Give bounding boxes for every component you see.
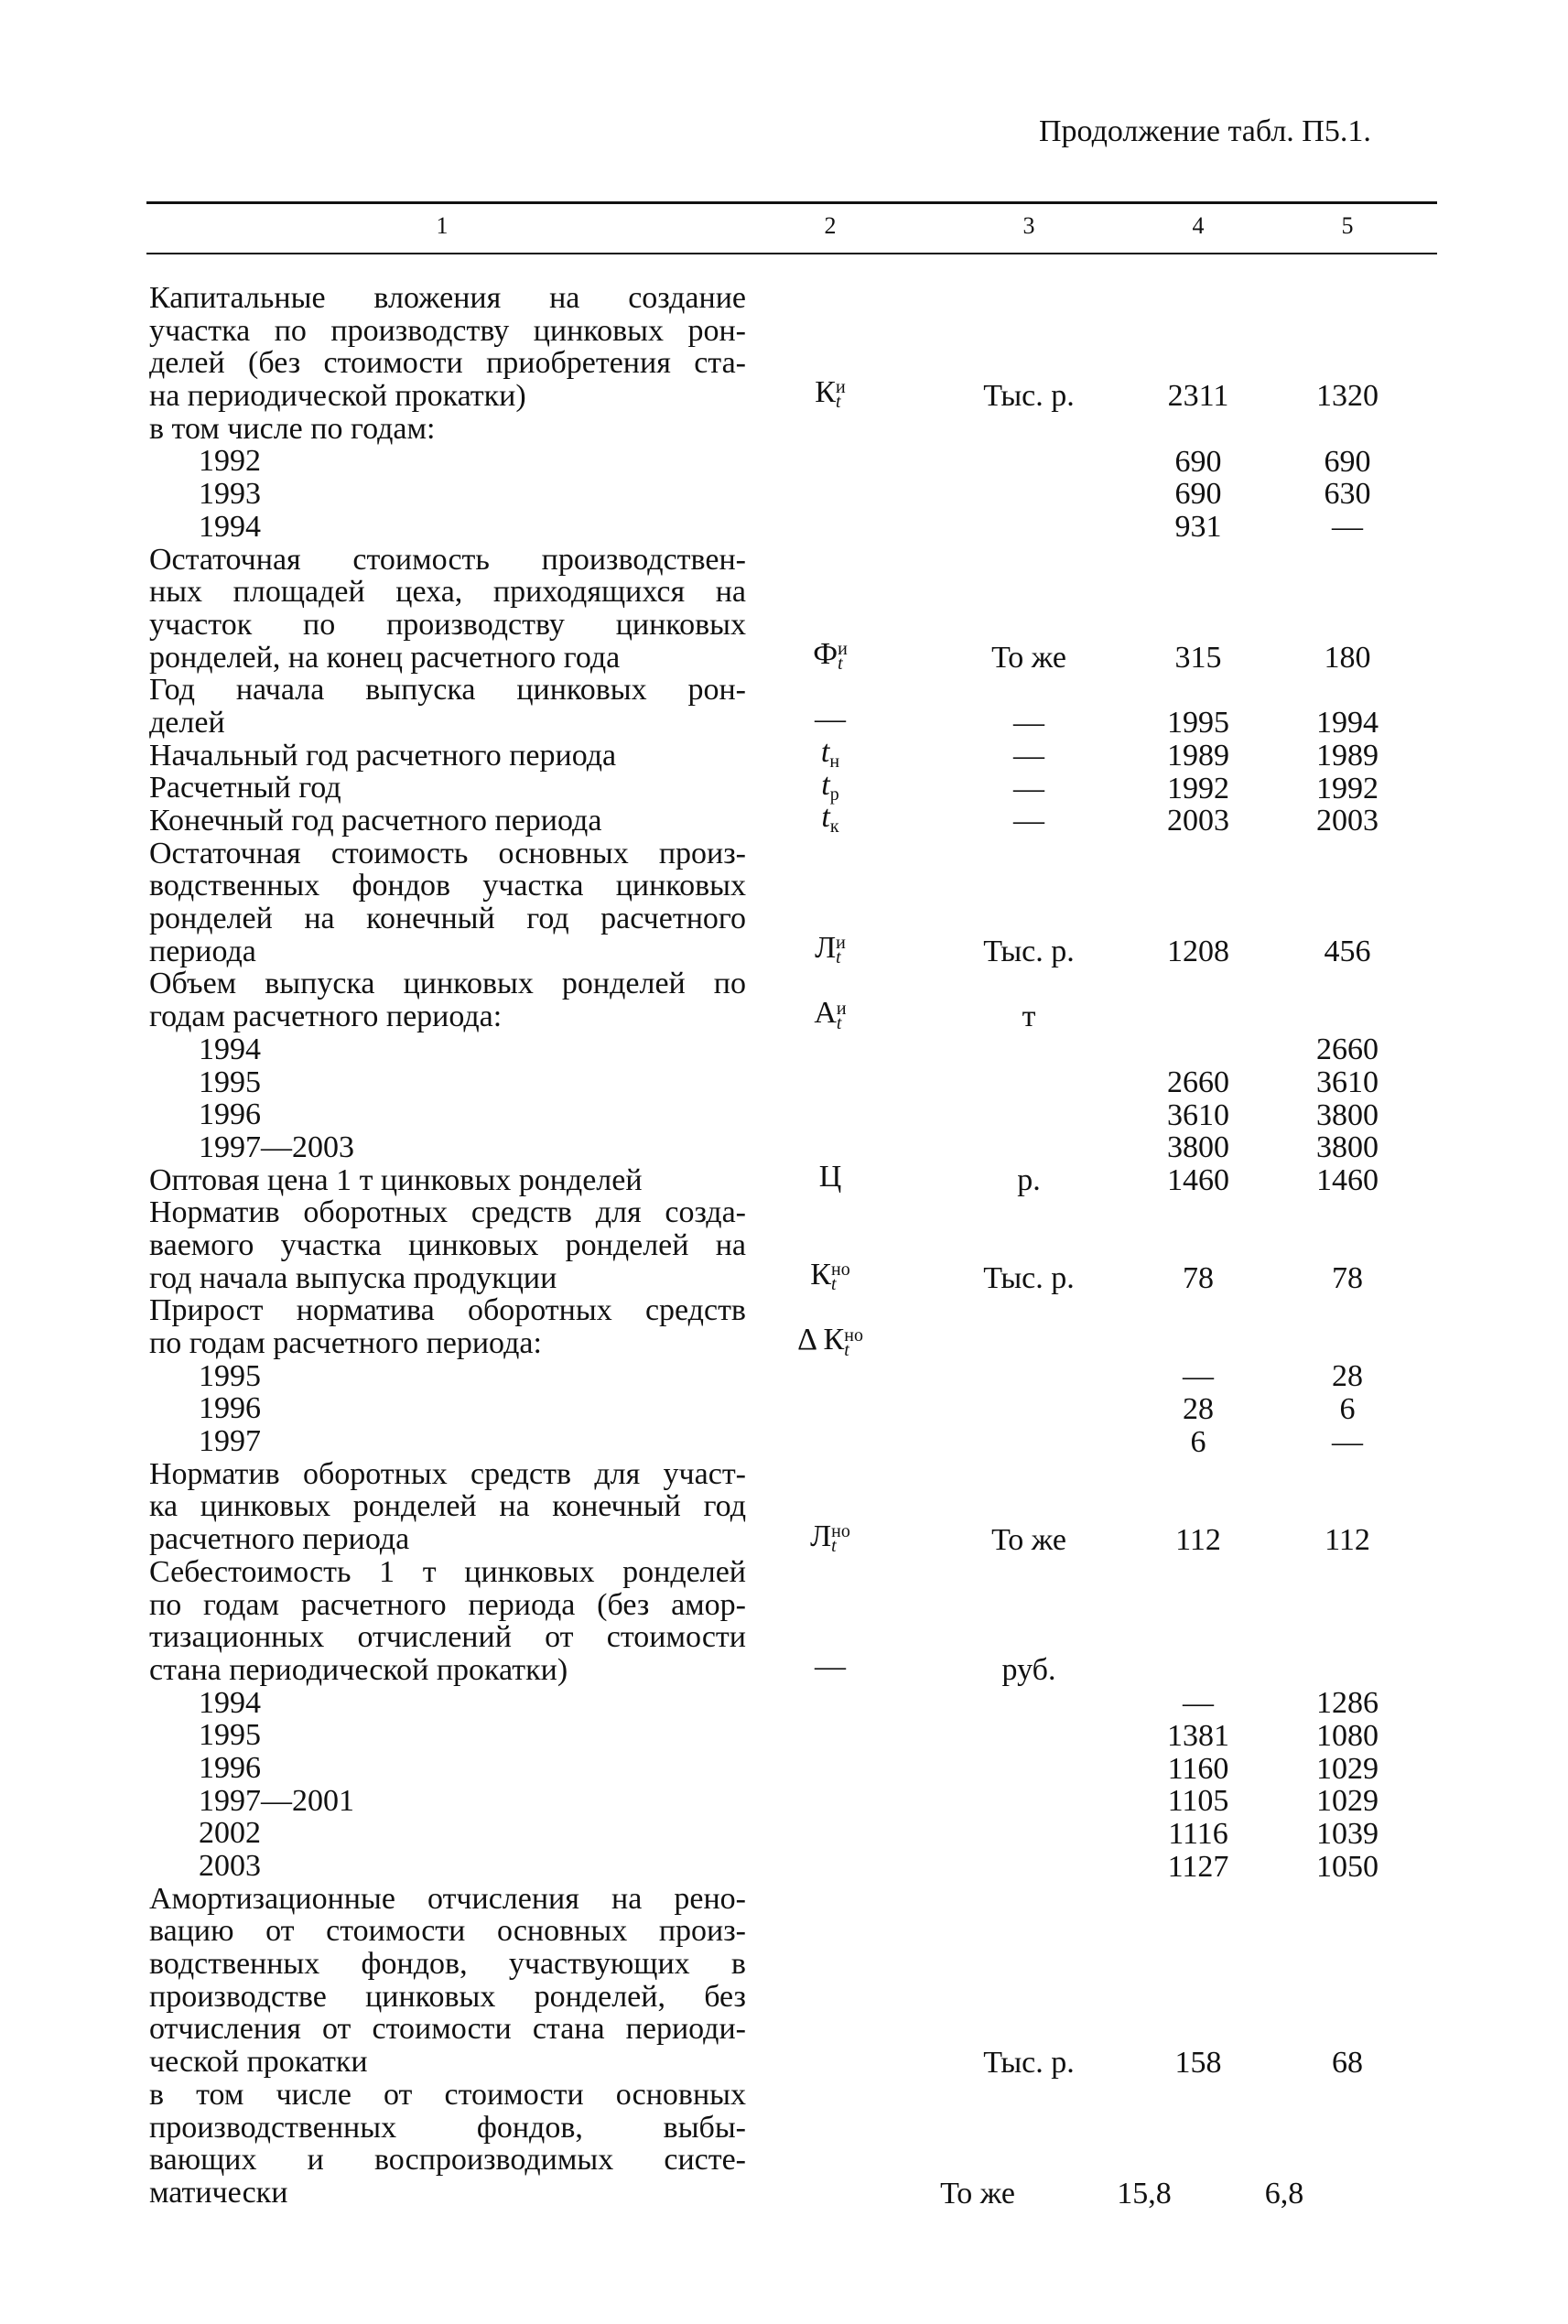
description-line: Остаточная стоимость производствен- <box>149 542 746 577</box>
description-line: год начала выпуска продукции <box>149 1260 557 1295</box>
symbol-subscript: к <box>829 816 839 838</box>
symbol-base: Л <box>810 1519 832 1553</box>
description-line: участок по производству цинковых <box>149 607 746 642</box>
symbol-subscript: t <box>844 1339 849 1360</box>
description-line: на периодической прокатки) <box>149 379 526 414</box>
value-col5: — <box>1332 509 1363 544</box>
unit-cell: Тыс. р. <box>983 935 1075 968</box>
value-col4: 1995 <box>1167 706 1229 740</box>
value-col5: 690 <box>1324 444 1371 479</box>
description-line: Норматив оборотных средств для созда- <box>149 1195 746 1230</box>
unit-cell: То же <box>940 2176 1015 2211</box>
description-line: периода <box>149 934 256 968</box>
description-line: делей <box>149 705 225 740</box>
notation-symbol <box>819 1161 842 1194</box>
symbol-subscript: t <box>838 653 843 674</box>
value-col5: 1320 <box>1316 379 1379 414</box>
description-line: расчетного периода <box>149 1522 410 1557</box>
value-col4: 1989 <box>1167 738 1229 773</box>
value-col5: 78 <box>1332 1261 1363 1295</box>
unit-cell: руб. <box>1001 1653 1056 1688</box>
description-line: ронделей на конечный год расчетного <box>149 902 746 936</box>
value-col4: 6 <box>1190 1424 1206 1459</box>
description-line: по годам расчетного периода (без амор- <box>149 1587 746 1622</box>
description-line: стана периодической прокатки) <box>149 1652 568 1687</box>
description-line: ческой прокатки <box>149 2045 368 2080</box>
unit-cell: Тыс. р. <box>983 379 1075 414</box>
column-header-3: 3 <box>1022 212 1035 239</box>
value-col5: 1080 <box>1316 1718 1379 1753</box>
table-column-descriptions <box>149 282 746 2210</box>
symbol-subscript: t <box>836 1012 842 1033</box>
symbol-base: Ф <box>813 636 838 671</box>
description-line: 1994 <box>199 1685 261 1720</box>
value-col5: 1286 <box>1316 1686 1379 1721</box>
description-line: 1996 <box>199 1391 261 1426</box>
description-line: 1996 <box>199 1097 261 1132</box>
description-line: 1994 <box>199 1032 261 1066</box>
description-line: в том числе по годам: <box>149 411 436 446</box>
description-line: 1996 <box>199 1750 261 1785</box>
notation-symbol <box>797 1323 863 1360</box>
description-line: 1993 <box>199 477 261 512</box>
value-col5: 456 <box>1324 935 1371 968</box>
symbol-base: t <box>821 800 830 835</box>
description-line: ваемого участка цинковых ронделей на <box>149 1227 746 1262</box>
symbol-base: К <box>810 1258 831 1292</box>
value-col4: 28 <box>1183 1391 1214 1426</box>
column-header-1: 1 <box>436 212 449 239</box>
value-col5: 1050 <box>1316 1849 1379 1884</box>
symbol-superscript: и <box>835 377 846 398</box>
value-col5: 1992 <box>1316 771 1379 805</box>
notation-symbol <box>810 1258 850 1295</box>
symbol-superscript: и <box>838 638 848 659</box>
column-header-5: 5 <box>1341 212 1354 239</box>
symbol-subscript: t <box>836 947 841 968</box>
value-col4: 1208 <box>1167 935 1229 968</box>
value-col4: 690 <box>1174 477 1222 512</box>
description-line: Объем выпуска цинковых ронделей по <box>149 967 746 1001</box>
value-col5: 1029 <box>1316 1751 1379 1786</box>
notation-symbol <box>814 996 847 1033</box>
value-col4: 2003 <box>1167 804 1229 838</box>
notation-symbol <box>815 375 846 413</box>
description-line: Капитальные вложения на создание <box>149 281 746 315</box>
value-col4: 158 <box>1174 2045 1222 2080</box>
symbol-base: К <box>815 375 836 410</box>
description-line: по годам расчетного периода: <box>149 1326 542 1360</box>
value-col4: 1160 <box>1167 1751 1229 1786</box>
value-col5: — <box>1332 1424 1363 1459</box>
unit-cell: Тыс. р. <box>983 1261 1075 1295</box>
column-header-4: 4 <box>1192 212 1205 239</box>
table-caption: Продолжение табл. П5.1. <box>1039 114 1371 148</box>
symbol-superscript: но <box>830 1259 850 1281</box>
symbol-subscript: р <box>829 784 839 805</box>
description-line: ных площадей цеха, приходящихся на <box>149 575 746 610</box>
description-line: вацию от стоимости основных произ- <box>149 1914 746 1949</box>
table-top-rule <box>146 201 1437 204</box>
description-line: 1994 <box>199 509 261 544</box>
value-col4: — <box>1183 1686 1214 1721</box>
description-line: вающих и воспроизводимых систе- <box>149 2143 746 2178</box>
description-line: 1992 <box>199 444 261 479</box>
description-line: 1997 <box>199 1424 261 1459</box>
symbol-base: Ц <box>818 1159 842 1194</box>
value-col4: 1105 <box>1167 1784 1229 1819</box>
description-line: ка цинковых ронделей на конечный год <box>149 1489 746 1524</box>
description-line: 1995 <box>199 1718 261 1753</box>
description-line: участка по производству цинковых рон- <box>149 313 746 348</box>
table-header-rule <box>146 253 1437 254</box>
value-col4: 2660 <box>1167 1065 1229 1099</box>
value-col4: 690 <box>1174 444 1222 479</box>
symbol-base: Δ К <box>797 1323 845 1357</box>
description-line: 1995 <box>199 1065 261 1099</box>
symbol-subscript: t <box>831 1535 837 1556</box>
symbol-subscript: t <box>835 392 841 413</box>
symbol-superscript: и <box>836 933 846 954</box>
symbol-subscript: н <box>829 751 840 772</box>
value-col4: 1116 <box>1168 1816 1228 1851</box>
value-col5: 3800 <box>1316 1097 1379 1132</box>
symbol-superscript: и <box>836 998 847 1019</box>
value-col5: 6,8 <box>1264 2176 1304 2211</box>
notation-symbol <box>810 1519 850 1556</box>
value-col4: 1992 <box>1167 771 1229 805</box>
unit-cell: — <box>1013 706 1044 740</box>
notation-symbol <box>820 734 840 772</box>
unit-cell: — <box>1013 804 1044 838</box>
description-line: матически <box>149 2175 288 2210</box>
description-line: тизационных отчислений от стоимости <box>149 1620 746 1655</box>
value-col5: 2003 <box>1316 804 1379 838</box>
value-col4: 1127 <box>1167 1849 1229 1884</box>
value-col5: 1039 <box>1316 1816 1379 1851</box>
value-col4: 1460 <box>1167 1162 1229 1197</box>
value-col5: 180 <box>1324 640 1371 675</box>
value-col5: 2660 <box>1316 1032 1379 1067</box>
notation-symbol <box>815 1650 846 1683</box>
description-line: производственных фондов, выбы- <box>149 2110 746 2145</box>
description-line: 1997—2003 <box>199 1130 354 1164</box>
description-line: 2002 <box>199 1816 261 1851</box>
unit-cell: Тыс. р. <box>983 2045 1075 2080</box>
description-line: Себестоимость 1 т цинковых ронделей <box>149 1554 746 1589</box>
description-line: Начальный год расчетного периода <box>149 738 617 773</box>
description-line: в том числе от стоимости основных <box>149 2077 746 2112</box>
description-line: Прирост норматива оборотных средств <box>149 1293 746 1328</box>
description-line: водственных фондов участка цинковых <box>149 869 746 903</box>
value-col4: 78 <box>1183 1261 1214 1295</box>
value-col5: 1460 <box>1316 1162 1379 1197</box>
value-col5: 3800 <box>1316 1130 1379 1165</box>
description-line: производстве цинковых ронделей, без <box>149 1979 746 2014</box>
unit-cell: — <box>1013 738 1044 773</box>
notation-symbol <box>821 800 839 838</box>
value-col4: 15,8 <box>1117 2176 1172 2211</box>
symbol-base: А <box>814 996 837 1031</box>
value-col4: 2311 <box>1167 379 1229 414</box>
notation-symbol <box>813 636 848 674</box>
symbol-base: t <box>821 767 830 802</box>
value-col5: 6 <box>1339 1391 1356 1426</box>
value-col5: 1989 <box>1316 738 1379 773</box>
value-col5: 68 <box>1332 2045 1363 2080</box>
symbol-base: — <box>815 702 846 737</box>
notation-symbol <box>815 703 846 736</box>
unit-cell: То же <box>991 640 1066 675</box>
description-line: ронделей, на конец расчетного года <box>149 640 621 675</box>
unit-cell: — <box>1013 771 1044 805</box>
value-col4: 931 <box>1174 509 1222 544</box>
unit-cell: р. <box>1017 1162 1041 1197</box>
value-col4: 112 <box>1175 1522 1221 1557</box>
description-line: Оптовая цена 1 т цинковых ронделей <box>149 1162 643 1197</box>
value-col5: 112 <box>1325 1522 1370 1557</box>
description-line: 2003 <box>199 1849 261 1883</box>
unit-cell: То же <box>991 1522 1066 1557</box>
symbol-base: — <box>815 1649 846 1684</box>
value-col4: 1381 <box>1167 1718 1229 1753</box>
description-line: Норматив оборотных средств для участ- <box>149 1456 746 1491</box>
symbol-superscript: но <box>831 1520 850 1541</box>
notation-symbol <box>821 767 839 805</box>
description-line: 1995 <box>199 1358 261 1393</box>
column-header-2: 2 <box>824 212 837 239</box>
description-line: 1997—2001 <box>199 1783 354 1818</box>
unit-cell: т <box>1022 1000 1036 1034</box>
value-col5: 28 <box>1332 1359 1363 1394</box>
description-line: Остаточная стоимость основных произ- <box>149 836 746 870</box>
value-col5: 3610 <box>1316 1065 1379 1099</box>
description-line: Амортизационные отчисления на рено- <box>149 1881 746 1916</box>
value-col5: 1029 <box>1316 1784 1379 1819</box>
symbol-subscript: t <box>830 1274 837 1295</box>
description-line: Год начала выпуска цинковых рон- <box>149 673 746 708</box>
notation-symbol <box>815 931 846 968</box>
value-col4: — <box>1183 1359 1214 1394</box>
value-col4: 3800 <box>1167 1130 1229 1165</box>
value-col5: 1994 <box>1316 706 1379 740</box>
description-line: отчисления от стоимости стана периоди- <box>149 2012 746 2047</box>
value-col4: 3610 <box>1167 1097 1229 1132</box>
value-col4: 315 <box>1174 640 1222 675</box>
symbol-superscript: но <box>844 1324 863 1346</box>
description-line: Расчетный год <box>149 771 341 805</box>
symbol-base: t <box>820 734 830 769</box>
description-line: делей (без стоимости приобретения ста- <box>149 346 746 381</box>
description-line: годам расчетного периода: <box>149 1000 503 1034</box>
value-col5: 630 <box>1324 477 1371 512</box>
description-line: Конечный год расчетного периода <box>149 804 602 838</box>
description-line: водственных фондов, участвующих в <box>149 1947 746 1982</box>
symbol-base: Л <box>815 931 837 965</box>
